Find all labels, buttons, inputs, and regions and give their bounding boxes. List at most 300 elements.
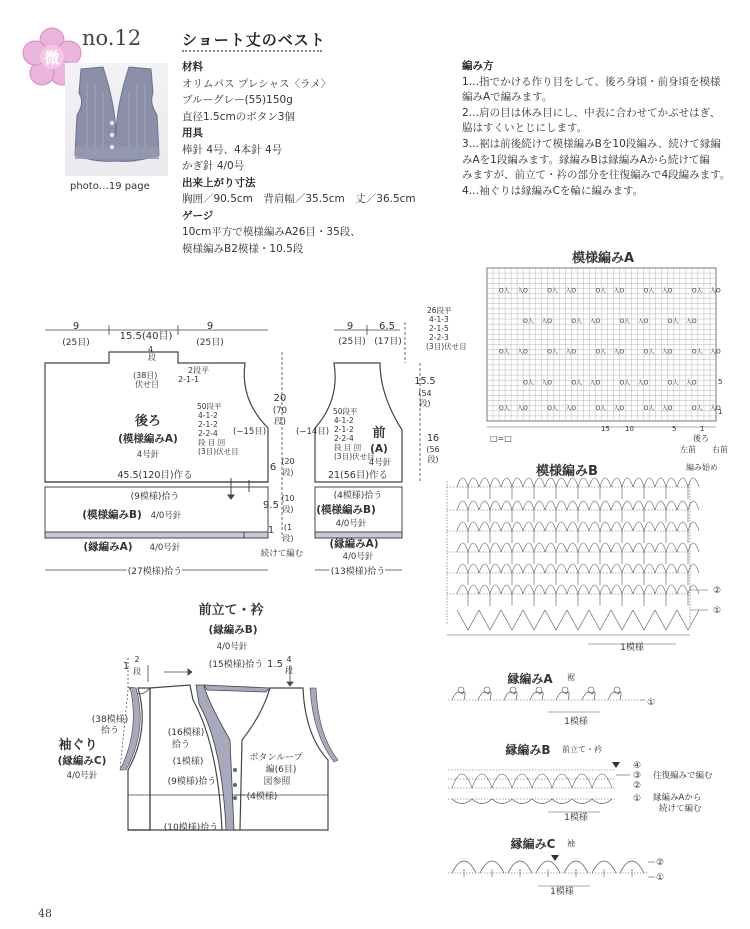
placket-tl-1: 1 (122, 661, 130, 672)
chart-b-arc (567, 543, 589, 552)
chart-a-symbol: O人 (619, 318, 631, 326)
edging-b-marker (612, 762, 620, 768)
chart-b-arc (677, 478, 699, 487)
front-arm-1: 50段平 (333, 407, 358, 416)
chart-a-start: 編み始め (686, 463, 718, 472)
instructions-line: 1…指でかける作り目をして、後ろ身頃・前身頃を模様 (462, 75, 721, 88)
edging-b-arc (552, 774, 572, 788)
chart-b-arc (501, 543, 523, 552)
chart-b-arc (501, 564, 523, 573)
chart-b-arc (479, 478, 501, 487)
materials-line: 模様編みB2模様・10.5段 (182, 242, 304, 255)
edging-c-mark-2: ② (655, 858, 665, 868)
chart-a-symbol: 入O (541, 318, 552, 326)
edging-c-sub: 袖 (567, 839, 575, 848)
chart-b-arc (611, 543, 633, 552)
chart-b-arc (589, 501, 611, 510)
chart-b-arc (457, 522, 479, 531)
edging-b-mark-3: ③ (632, 771, 642, 781)
front-arm-h2: (56 (426, 445, 440, 454)
edging-a-picot (530, 692, 543, 700)
front-continue: 続けて編む (260, 549, 304, 559)
chart-a-col-15: 15 (601, 425, 610, 433)
instructions-line: 脇はすくいとじにします。 (462, 122, 588, 135)
chart-a-symbol: O人 (595, 348, 607, 356)
chart-a-symbol: O人 (691, 348, 703, 356)
chart-b-arc (633, 501, 655, 510)
chart-b-fan (589, 610, 611, 630)
chart-b-fan (479, 610, 501, 630)
back-border-a: (縁編みA) (83, 541, 133, 553)
back-neck-flat: 2段平 (188, 366, 210, 375)
chart-a-symbol: 入O (613, 348, 625, 356)
back-side-dec: (−15目) (233, 427, 267, 437)
chart-a-symbol: 入O (517, 404, 528, 412)
chart-b-arc (677, 501, 699, 510)
sleeve-label: 袖ぐり (58, 738, 98, 753)
chart-a-symbol: O人 (547, 404, 558, 412)
edging-b-arc (492, 799, 512, 804)
back-arm-5: 段 目 回 (198, 438, 226, 447)
chart-b-arc (567, 478, 589, 487)
front-neck-3: 2-1-5 (429, 324, 449, 333)
chart-b-arc (479, 501, 501, 510)
vdim-10: 1 (267, 525, 275, 536)
chart-b-arc (523, 522, 545, 531)
chart-a-symbol: 入O (661, 348, 673, 356)
chart-b-crochet (447, 478, 708, 644)
edging-b-arc (492, 774, 512, 788)
edging-b-mark-1: ① (632, 794, 642, 804)
vdim-3: 段) (274, 417, 286, 427)
materials-line: オリムパス プレシャス〈ラメ〉 (182, 77, 332, 90)
chart-b-arc (589, 522, 611, 531)
placket-tr-1: 1.5 (267, 659, 283, 670)
front-border-a-needle: 4/0号針 (342, 552, 374, 562)
edging-b-arc (512, 774, 532, 788)
front-neck-2: 4-1-3 (429, 315, 449, 324)
chart-b-fan (677, 610, 699, 630)
edging-a-title: 縁編みA (507, 672, 553, 686)
chart-b-arc (457, 585, 479, 594)
edging-a-picot (608, 692, 621, 700)
front-neck-1: 26段平 (427, 306, 452, 315)
placket-tr-2: 4 (286, 655, 292, 664)
front-pattern: (A) (370, 443, 388, 455)
chart-b-arc (567, 564, 589, 573)
chart-b-fan (545, 610, 567, 630)
chart-a-symbol: O人 (571, 379, 583, 387)
back-arm-4: 2-2-4 (198, 429, 218, 438)
materials-line: ブルーグレー(55)150g (182, 94, 293, 106)
front-neck-h2: (54 (418, 389, 432, 398)
front-arm-h3: 段) (427, 455, 439, 464)
chart-a-symbol: O人 (619, 379, 631, 387)
instructions-line: 編みAで編みます。 (462, 91, 553, 104)
chart-a-symbol: O人 (595, 404, 607, 412)
front-arm-h1: 16 (426, 433, 440, 444)
back-border-b: (模様編みB) (82, 509, 142, 521)
back-neck-bind2: 伏せ目 (135, 380, 159, 389)
vdim-5: (20 (281, 457, 295, 466)
chart-a-symbol: 入O (517, 287, 528, 295)
front-border-a: (縁編みA) (329, 538, 379, 550)
chart-b-arc (545, 543, 567, 552)
chart-b-arc (633, 585, 655, 594)
edging-c-repeat: 1模様 (550, 887, 574, 897)
chart-b-arc (677, 585, 699, 594)
back-arm-6: (3目)伏せ目 (198, 447, 239, 456)
chart-b-arc (611, 564, 633, 573)
chart-b-arc (523, 478, 545, 487)
chart-b-arc (457, 564, 479, 573)
edging-b-note3: 続けて編む (659, 804, 702, 814)
front-width: 21(56目)作る (327, 470, 389, 481)
chart-b-fan (457, 610, 479, 630)
chart-b-arc (523, 585, 545, 594)
button-note-1: ボタンループ (249, 753, 303, 763)
chart-b-arc (545, 522, 567, 531)
edging-a-picot (452, 692, 465, 700)
placket-needle: 4/0号針 (216, 642, 248, 652)
chart-b-arc (589, 478, 611, 487)
page-number: 48 (38, 907, 52, 920)
chart-b-arc (655, 522, 677, 531)
front-neck-4: 2-2-3 (429, 333, 449, 342)
edging-a-loop (536, 687, 542, 693)
instructions-line: 2…肩の目は休み目にし、中表に合わせてかぶせはぎ、 (462, 106, 721, 119)
materials-line: 胸囲／90.5cm 背肩幅／35.5cm 丈／36.5cm (182, 193, 416, 205)
front-dim-left: 9 (346, 321, 354, 332)
front-arm-2: 4-1-2 (334, 416, 354, 425)
edging-b-sub: 前立て・衿 (562, 745, 602, 754)
materials-line: かぎ針 4/0号 (182, 160, 245, 172)
edging-b-repeat: 1模様 (564, 813, 588, 823)
chart-a-symbol: 入O (661, 404, 673, 412)
placket-tl-3: 段 (133, 667, 141, 676)
placket-top-center: (15模様)拾う (208, 660, 264, 670)
chart-b-arc (655, 501, 677, 510)
chart-a-symbol: O人 (595, 287, 607, 295)
edging-a-picot (478, 692, 491, 700)
back-arrow-left (228, 478, 234, 499)
chart-a-symbol: 入O (517, 348, 528, 356)
chart-b-arc (633, 543, 655, 552)
front-neck-h1: 15.5 (414, 376, 436, 387)
back-arm-2: 4-1-2 (198, 411, 218, 420)
instructions-line: 3…裾は前後続けて模様編みBを10段編み、続けて縁編 (462, 137, 721, 150)
chart-a-col-10: 10 (625, 425, 634, 433)
back-arm-3: 2-1-2 (198, 420, 218, 429)
chart-a-symbol: 入O (685, 318, 697, 326)
vdim-7: 9.5 (263, 500, 279, 511)
front-neck-5: (3目)伏せ目 (426, 342, 467, 351)
front-neck-h3: 段) (419, 399, 431, 408)
chart-b-arc (501, 522, 523, 531)
vdim-1: 20 (273, 393, 287, 404)
back-neck-rows: 4 (148, 345, 154, 354)
chart-a-symbol: 入O (565, 287, 577, 295)
vdim-8: (10 (281, 494, 295, 503)
placket-left-2: 拾う (100, 726, 120, 736)
edging-b-arc (552, 799, 572, 804)
edging-a-loop (484, 687, 490, 693)
chart-b-arc (457, 478, 479, 487)
edging-b-crochet (448, 762, 630, 812)
chart-a-row-1: 1 (718, 408, 723, 416)
front-bottom: (13模様)拾う (330, 567, 386, 577)
sleeve-pattern: (縁編みC) (57, 755, 107, 767)
chart-a-symbol: O人 (667, 318, 679, 326)
chart-b-title: 模様編みB (536, 464, 598, 479)
placket-left-1: (38模様) (91, 715, 129, 725)
edging-a-picot (582, 692, 595, 700)
edging-c-title: 縁編みC (510, 837, 556, 851)
chart-b-fan (501, 610, 523, 630)
edging-b-arc (592, 799, 612, 804)
chart-a-row-5: 5 (718, 378, 723, 386)
placket-inner-1: (16模様) (167, 728, 205, 738)
chart-a-symbol: O人 (571, 318, 583, 326)
vdim-12: 段) (282, 534, 294, 543)
back-needle: 4号針 (136, 450, 160, 460)
chart-a-symbol: O人 (691, 287, 703, 295)
back-neck-dec: 2-1-1 (178, 375, 200, 384)
button-note-2: 編(6目) (265, 765, 297, 775)
front-title: 前 (372, 426, 386, 441)
back-border-a-needle: 4/0号針 (149, 543, 181, 553)
chart-b-arc (655, 564, 677, 573)
vdim-11: (1 (283, 523, 293, 532)
chart-a-symbol: O人 (667, 379, 679, 387)
chart-b-mark-1: ① (712, 606, 722, 616)
placket-inner-3: (1模様) (172, 757, 204, 767)
vdim-2: (70 (272, 406, 288, 416)
chart-b-arc (655, 478, 677, 487)
chart-a-symbol: O人 (499, 287, 510, 295)
back-width: 45.5(120目)作る (117, 470, 193, 481)
pattern-title: ショート丈のベスト (182, 31, 326, 49)
chart-a-symbol: O人 (643, 287, 655, 295)
edging-b-arc (532, 799, 552, 804)
edging-b-arc (512, 799, 532, 804)
chart-b-arc (523, 543, 545, 552)
edging-b-arc (532, 774, 552, 788)
back-bottom: (27模様)拾う (127, 567, 183, 577)
chart-a-symbol: 入O (589, 318, 601, 326)
front-arm-5: 段 目 回 (334, 443, 362, 452)
materials-line: 用具 (182, 127, 203, 139)
edging-b-arc (452, 799, 472, 804)
chart-b-arc (611, 501, 633, 510)
chart-a-symbol: O人 (547, 348, 558, 356)
chart-a-symbol: 入O (637, 318, 649, 326)
back-neck-rows-unit: 段 (148, 353, 156, 362)
materials-line: 10cm平方で模様編みA26目・35段、 (182, 226, 361, 238)
edging-b-arc (572, 799, 592, 804)
chart-b-fan (567, 610, 589, 630)
chart-a-symbol: 入O (565, 404, 577, 412)
front-arm-3: 2-1-2 (334, 425, 354, 434)
chart-a-grid (487, 268, 721, 427)
front-side-dec: (−14目) (296, 427, 330, 437)
chart-b-arc (457, 543, 479, 552)
edging-a-picot (556, 692, 569, 700)
chart-a-symbol: 入O (661, 287, 673, 295)
chart-b-arc (633, 478, 655, 487)
chart-b-arc (523, 501, 545, 510)
chart-a-symbol: 入O (589, 379, 601, 387)
chart-b-arc (545, 501, 567, 510)
chart-b-arc (633, 522, 655, 531)
chart-b-arc (589, 564, 611, 573)
chart-b-fan (611, 610, 633, 630)
chart-a-title: 模様編みA (571, 251, 635, 266)
chart-b-arc (479, 564, 501, 573)
chart-b-arc (655, 585, 677, 594)
back-title: 後ろ (134, 414, 162, 429)
chart-a-foot-right: 右前 (712, 445, 728, 454)
instructions-line: 4…袖ぐりは縁編みCを輪に編みます。 (462, 184, 644, 197)
chart-b-fan (655, 610, 677, 630)
edging-a-loop (510, 687, 516, 693)
front-needle: 4号針 (368, 458, 392, 468)
edging-a-sub: 裾 (567, 673, 575, 682)
edging-b-note1: 往復編みで編む (653, 771, 713, 781)
chart-b-arc (677, 564, 699, 573)
materials-line: 棒針 4号、4本針 4号 (182, 143, 283, 156)
placket-pattern: (縁編みB) (208, 624, 258, 636)
chart-b-arc (479, 543, 501, 552)
chart-a-symbol: 入O (565, 348, 577, 356)
vdim-4: 6 (269, 462, 277, 473)
chart-b-repeat: 1模様 (620, 643, 644, 653)
edging-a-loop (588, 687, 594, 693)
chart-a-symbol: 入O (541, 379, 552, 387)
chart-a-symbol: O人 (499, 404, 510, 412)
edging-b-arc (592, 774, 612, 788)
edging-a-loop (562, 687, 568, 693)
edging-a-mark: ① (646, 698, 656, 708)
placket-tl-2: 2 (134, 655, 140, 664)
chart-b-arc (589, 543, 611, 552)
chart-b-arc (611, 478, 633, 487)
back-arm-1: 50段平 (197, 402, 222, 411)
chart-b-arc (589, 585, 611, 594)
instructions-line: みますが、前立て・衿の部分を往復編みで4段編みます。 (462, 169, 731, 182)
back-border-b-needle: 4/0号針 (150, 511, 182, 521)
chart-b-arc (545, 585, 567, 594)
chart-b-arc (501, 501, 523, 510)
button-note-3: 図参照 (263, 777, 291, 787)
edging-b-arc (472, 774, 492, 788)
chart-a-symbol: 入O (709, 348, 721, 356)
edging-b-arc (472, 799, 492, 804)
chart-a-symbol: 入O (709, 404, 721, 412)
chart-a-symbol: O人 (499, 348, 510, 356)
chart-b-arc (545, 564, 567, 573)
placket-schematic (120, 658, 338, 830)
back-neck-bind: (38目) (133, 371, 158, 380)
chart-b-arc (677, 543, 699, 552)
edging-a-loop (614, 687, 620, 693)
chart-b-arc (545, 478, 567, 487)
materials-line: 材料 (182, 61, 203, 73)
edging-b-mark-4: ④ (632, 761, 642, 771)
edging-c-mark-1: ① (655, 873, 665, 883)
chart-b-arc (611, 522, 633, 531)
chart-b-arc (677, 522, 699, 531)
placket-inner-2: 拾う (171, 740, 191, 750)
badge-char: 微 (44, 49, 60, 67)
back-dim-center: 15.5(40目) (119, 331, 173, 342)
edging-b-note2: 縁編みAから (653, 793, 702, 803)
chart-a-symbol: 入O (637, 379, 649, 387)
edging-b-arc (452, 774, 472, 788)
chart-b-arc (611, 585, 633, 594)
back-dim-left: 9 (72, 321, 80, 332)
chart-a-symbol: O人 (523, 318, 534, 326)
chart-a-col-1: 1 (700, 425, 705, 433)
back-pickup: (9模様)拾う (130, 492, 180, 502)
instructions-line: 編み方 (462, 60, 494, 72)
front-border-b: (模様編みB) (316, 504, 376, 516)
chart-b-fan (633, 610, 655, 630)
button-count: (4模様) (246, 792, 278, 802)
chart-a-symbol: 入O (685, 379, 697, 387)
chart-b-arc (479, 522, 501, 531)
vdim-9: 段) (282, 505, 294, 514)
edging-b-title: 縁編みB (505, 743, 551, 757)
chart-b-arc (501, 478, 523, 487)
chart-a-col-5: 5 (672, 425, 677, 433)
chart-b-arc (567, 501, 589, 510)
chart-b-mark-2: ② (712, 586, 722, 596)
chart-a-foot-left: 左前 (680, 445, 696, 454)
edging-a-loop (458, 687, 464, 693)
chart-b-arc (633, 564, 655, 573)
chart-a-legend: □=□ (490, 434, 512, 443)
back-dim-right-st: (25目) (196, 338, 224, 348)
front-dim-right: 6.5 (379, 321, 395, 332)
edging-c-crochet (448, 855, 655, 886)
materials-line: 出来上がり寸法 (182, 176, 256, 189)
sleeve-needle: 4/0号針 (66, 771, 98, 781)
back-dim-left-st: (25目) (62, 338, 90, 348)
chart-a-symbol: O人 (643, 404, 655, 412)
chart-a-symbol: 入O (709, 287, 721, 295)
chart-b-arc (567, 585, 589, 594)
edging-b-mark-2: ② (632, 781, 642, 791)
back-pattern: (模様編みA) (118, 433, 178, 445)
chart-b-arc (655, 543, 677, 552)
edging-a-crochet (448, 687, 645, 712)
edging-c-marker (551, 855, 559, 861)
chart-a-foot-back: 後ろ (693, 434, 709, 443)
edging-a-repeat: 1模様 (564, 717, 588, 727)
chart-b-arc (523, 564, 545, 573)
materials-line: 直径1.5cmのボタン3個 (182, 110, 295, 123)
front-pickup: (4模様)拾う (333, 491, 383, 501)
placket-inner-4: (9模様)拾う (167, 777, 217, 787)
chart-a-symbol: O人 (523, 379, 534, 387)
instructions-line: みAを1段編みます。縁編みBは縁編みAから続けて編 (462, 153, 710, 166)
chart-a-symbol: O人 (691, 404, 703, 412)
front-border-b-needle: 4/0号針 (335, 519, 367, 529)
chart-a-symbol: O人 (547, 287, 558, 295)
placket-tr-3: 段 (285, 666, 293, 675)
front-dim-left-st: (25目) (338, 337, 366, 347)
